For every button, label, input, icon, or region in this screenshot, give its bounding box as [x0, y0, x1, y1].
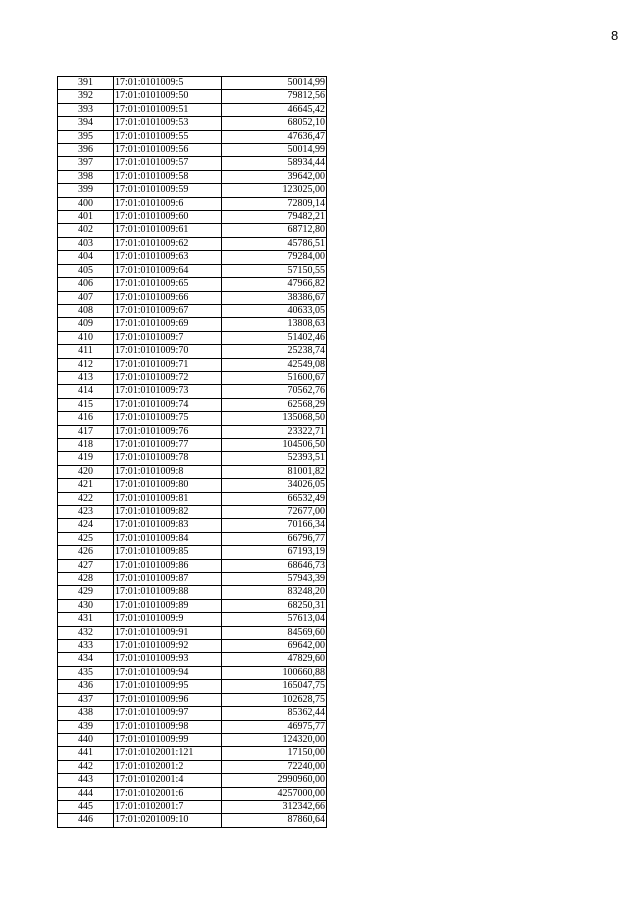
cadastral-number-cell: 17:01:0101009:65: [114, 278, 222, 291]
table-row: [58, 184, 327, 197]
cadastral-number-cell: 17:01:0101009:85: [114, 546, 222, 559]
table-row: [58, 117, 327, 130]
table-row: [58, 653, 327, 666]
cadastral-number-cell: 17:01:0101009:66: [114, 291, 222, 304]
table-row: [58, 800, 327, 813]
cadastral-number-cell: 17:01:0101009:63: [114, 251, 222, 264]
cadastral-number-cell: 17:01:0102001:2: [114, 760, 222, 773]
value-cell: 66532,49: [222, 492, 327, 505]
value-cell: 57943,39: [222, 573, 327, 586]
value-cell: 58934,44: [222, 157, 327, 170]
row-number-cell: 399: [58, 184, 114, 197]
row-number-cell: 427: [58, 559, 114, 572]
value-cell: 87860,64: [222, 814, 327, 827]
value-cell: 79284,00: [222, 251, 327, 264]
cadastral-number-cell: 17:01:0101009:51: [114, 103, 222, 116]
value-cell: 84569,60: [222, 626, 327, 639]
value-cell: 34026,05: [222, 479, 327, 492]
table-row: [58, 747, 327, 760]
cadastral-number-cell: 17:01:0101009:58: [114, 170, 222, 183]
value-cell: 124320,00: [222, 733, 327, 746]
cadastral-number-cell: 17:01:0101009:91: [114, 626, 222, 639]
row-number-cell: 444: [58, 787, 114, 800]
row-number-cell: 392: [58, 90, 114, 103]
cadastral-number-cell: 17:01:0101009:50: [114, 90, 222, 103]
table-row: [58, 264, 327, 277]
row-number-cell: 432: [58, 626, 114, 639]
table-row: [58, 331, 327, 344]
table-row: [58, 224, 327, 237]
value-cell: 38386,67: [222, 291, 327, 304]
table-row: [58, 640, 327, 653]
table-row: [58, 452, 327, 465]
cadastral-number-cell: 17:01:0101009:62: [114, 237, 222, 250]
row-number-cell: 414: [58, 385, 114, 398]
row-number-cell: 419: [58, 452, 114, 465]
cadastral-number-cell: 17:01:0102001:6: [114, 787, 222, 800]
value-cell: 81001,82: [222, 465, 327, 478]
cadastral-number-cell: 17:01:0101009:92: [114, 640, 222, 653]
table-row: [58, 720, 327, 733]
table-row: [58, 304, 327, 317]
cadastral-number-cell: 17:01:0101009:78: [114, 452, 222, 465]
value-cell: 79482,21: [222, 211, 327, 224]
table-row: [58, 599, 327, 612]
cadastral-number-cell: 17:01:0101009:82: [114, 506, 222, 519]
row-number-cell: 407: [58, 291, 114, 304]
cadastral-number-cell: 17:01:0101009:71: [114, 358, 222, 371]
value-cell: 23322,71: [222, 425, 327, 438]
table-row: [58, 103, 327, 116]
cadastral-number-cell: 17:01:0101009:97: [114, 707, 222, 720]
table-row: [58, 479, 327, 492]
table-row: [58, 573, 327, 586]
value-cell: 57150,55: [222, 264, 327, 277]
value-cell: 70562,76: [222, 385, 327, 398]
value-cell: 79812,56: [222, 90, 327, 103]
row-number-cell: 415: [58, 398, 114, 411]
row-number-cell: 441: [58, 747, 114, 760]
value-cell: 46975,77: [222, 720, 327, 733]
table-row: [58, 465, 327, 478]
cadastral-number-cell: 17:01:0101009:69: [114, 318, 222, 331]
table-row: [58, 211, 327, 224]
value-cell: 47829,60: [222, 653, 327, 666]
row-number-cell: 434: [58, 653, 114, 666]
row-number-cell: 400: [58, 197, 114, 210]
value-cell: 312342,66: [222, 800, 327, 813]
row-number-cell: 442: [58, 760, 114, 773]
row-number-cell: 408: [58, 304, 114, 317]
cadastral-number-cell: 17:01:0101009:99: [114, 733, 222, 746]
value-cell: 66796,77: [222, 532, 327, 545]
value-cell: 50014,99: [222, 144, 327, 157]
value-cell: 50014,99: [222, 77, 327, 90]
value-cell: 51402,46: [222, 331, 327, 344]
table-row: [58, 680, 327, 693]
table-row: [58, 412, 327, 425]
cadastral-number-cell: 17:01:0101009:59: [114, 184, 222, 197]
row-number-cell: 411: [58, 345, 114, 358]
row-number-cell: 435: [58, 666, 114, 679]
cadastral-number-cell: 17:01:0101009:9: [114, 613, 222, 626]
row-number-cell: 418: [58, 438, 114, 451]
value-cell: 42549,08: [222, 358, 327, 371]
value-cell: 100660,88: [222, 666, 327, 679]
table-row: [58, 425, 327, 438]
cadastral-number-cell: 17:01:0101009:93: [114, 653, 222, 666]
cadastral-number-cell: 17:01:0102001:121: [114, 747, 222, 760]
table-row: [58, 291, 327, 304]
value-cell: 57613,04: [222, 613, 327, 626]
value-cell: 51600,67: [222, 371, 327, 384]
cadastral-number-cell: 17:01:0101009:77: [114, 438, 222, 451]
value-cell: 67193,19: [222, 546, 327, 559]
value-cell: 62568,29: [222, 398, 327, 411]
row-number-cell: 402: [58, 224, 114, 237]
row-number-cell: 397: [58, 157, 114, 170]
table-row: [58, 492, 327, 505]
table-row: [58, 251, 327, 264]
table-row: [58, 385, 327, 398]
table-row: [58, 398, 327, 411]
row-number-cell: 425: [58, 532, 114, 545]
row-number-cell: 431: [58, 613, 114, 626]
row-number-cell: 395: [58, 130, 114, 143]
cadastral-number-cell: 17:01:0101009:88: [114, 586, 222, 599]
row-number-cell: 396: [58, 144, 114, 157]
row-number-cell: 413: [58, 371, 114, 384]
value-cell: 40633,05: [222, 304, 327, 317]
cadastral-number-cell: 17:01:0101009:56: [114, 144, 222, 157]
value-cell: 135068,50: [222, 412, 327, 425]
table-row: [58, 559, 327, 572]
cadastral-number-cell: 17:01:0101009:98: [114, 720, 222, 733]
table-row: [58, 157, 327, 170]
cadastral-number-cell: 17:01:0102001:7: [114, 800, 222, 813]
row-number-cell: 417: [58, 425, 114, 438]
row-number-cell: 430: [58, 599, 114, 612]
row-number-cell: 429: [58, 586, 114, 599]
table-row: [58, 707, 327, 720]
value-cell: 52393,51: [222, 452, 327, 465]
row-number-cell: 394: [58, 117, 114, 130]
row-number-cell: 424: [58, 519, 114, 532]
value-cell: 83248,20: [222, 586, 327, 599]
cadastral-number-cell: 17:01:0101009:6: [114, 197, 222, 210]
table-row: [58, 506, 327, 519]
table-row: [58, 733, 327, 746]
table-row: [58, 371, 327, 384]
row-number-cell: 438: [58, 707, 114, 720]
row-number-cell: 406: [58, 278, 114, 291]
row-number-cell: 393: [58, 103, 114, 116]
table-row: [58, 532, 327, 545]
cadastral-number-cell: 17:01:0101009:5: [114, 77, 222, 90]
cadastral-number-cell: 17:01:0101009:81: [114, 492, 222, 505]
row-number-cell: 443: [58, 774, 114, 787]
table-row: [58, 613, 327, 626]
row-number-cell: 391: [58, 77, 114, 90]
cadastral-number-cell: 17:01:0101009:73: [114, 385, 222, 398]
cadastral-number-cell: 17:01:0101009:8: [114, 465, 222, 478]
value-cell: 68250,31: [222, 599, 327, 612]
table-row: [58, 787, 327, 800]
row-number-cell: 433: [58, 640, 114, 653]
table-row: [58, 77, 327, 90]
value-cell: 17150,00: [222, 747, 327, 760]
cadastral-number-cell: 17:01:0102001:4: [114, 774, 222, 787]
cadastral-number-cell: 17:01:0101009:75: [114, 412, 222, 425]
cadastral-number-cell: 17:01:0101009:89: [114, 599, 222, 612]
row-number-cell: 423: [58, 506, 114, 519]
table-row: [58, 438, 327, 451]
row-number-cell: 403: [58, 237, 114, 250]
value-cell: 72677,00: [222, 506, 327, 519]
table-row: [58, 278, 327, 291]
row-number-cell: 420: [58, 465, 114, 478]
row-number-cell: 421: [58, 479, 114, 492]
table-row: [58, 519, 327, 532]
value-cell: 72809,14: [222, 197, 327, 210]
table-row: [58, 586, 327, 599]
cadastral-number-cell: 17:01:0101009:67: [114, 304, 222, 317]
row-number-cell: 409: [58, 318, 114, 331]
value-cell: 85362,44: [222, 707, 327, 720]
value-cell: 72240,00: [222, 760, 327, 773]
cadastral-number-cell: 17:01:0101009:80: [114, 479, 222, 492]
row-number-cell: 445: [58, 800, 114, 813]
cadastral-number-cell: 17:01:0101009:96: [114, 693, 222, 706]
table-row: [58, 774, 327, 787]
cadastral-number-cell: 17:01:0101009:57: [114, 157, 222, 170]
cadastral-number-cell: 17:01:0101009:60: [114, 211, 222, 224]
table-row: [58, 760, 327, 773]
value-cell: 68052,10: [222, 117, 327, 130]
row-number-cell: 405: [58, 264, 114, 277]
row-number-cell: 439: [58, 720, 114, 733]
table-row: [58, 90, 327, 103]
row-number-cell: 412: [58, 358, 114, 371]
table-row: [58, 237, 327, 250]
cadastral-number-cell: 17:01:0101009:94: [114, 666, 222, 679]
cadastral-number-cell: 17:01:0101009:84: [114, 532, 222, 545]
value-cell: 4257000,00: [222, 787, 327, 800]
table-row: [58, 666, 327, 679]
table-row: [58, 814, 327, 827]
table-row: [58, 345, 327, 358]
row-number-cell: 437: [58, 693, 114, 706]
value-cell: 25238,74: [222, 345, 327, 358]
value-cell: 68646,73: [222, 559, 327, 572]
cadastral-number-cell: 17:01:0101009:55: [114, 130, 222, 143]
value-cell: 2990960,00: [222, 774, 327, 787]
table-row: [58, 626, 327, 639]
row-number-cell: 446: [58, 814, 114, 827]
cadastral-number-cell: 17:01:0101009:87: [114, 573, 222, 586]
cadastral-number-cell: 17:01:0101009:95: [114, 680, 222, 693]
cadastral-number-cell: 17:01:0101009:61: [114, 224, 222, 237]
value-cell: 46645,42: [222, 103, 327, 116]
table-row: [58, 130, 327, 143]
table-row: [58, 546, 327, 559]
row-number-cell: 436: [58, 680, 114, 693]
cadastral-number-cell: 17:01:0101009:72: [114, 371, 222, 384]
value-cell: 47966,82: [222, 278, 327, 291]
row-number-cell: 404: [58, 251, 114, 264]
table-row: [58, 318, 327, 331]
table-row: [58, 170, 327, 183]
cadastral-number-cell: 17:01:0101009:53: [114, 117, 222, 130]
table-row: [58, 358, 327, 371]
value-cell: 69642,00: [222, 640, 327, 653]
value-cell: 70166,34: [222, 519, 327, 532]
table-row: [58, 693, 327, 706]
cadastral-number-cell: 17:01:0101009:74: [114, 398, 222, 411]
cadastral-number-cell: 17:01:0201009:10: [114, 814, 222, 827]
cadastral-number-cell: 17:01:0101009:86: [114, 559, 222, 572]
page-number: 8: [611, 28, 619, 43]
table-body: [58, 77, 327, 828]
value-cell: 68712,80: [222, 224, 327, 237]
row-number-cell: 426: [58, 546, 114, 559]
value-cell: 45786,51: [222, 237, 327, 250]
value-cell: 123025,00: [222, 184, 327, 197]
row-number-cell: 416: [58, 412, 114, 425]
row-number-cell: 422: [58, 492, 114, 505]
row-number-cell: 440: [58, 733, 114, 746]
row-number-cell: 410: [58, 331, 114, 344]
cadastral-value-table: [57, 76, 327, 828]
table-row: [58, 197, 327, 210]
row-number-cell: 398: [58, 170, 114, 183]
cadastral-number-cell: 17:01:0101009:70: [114, 345, 222, 358]
cadastral-number-cell: 17:01:0101009:76: [114, 425, 222, 438]
value-cell: 104506,50: [222, 438, 327, 451]
cadastral-number-cell: 17:01:0101009:83: [114, 519, 222, 532]
value-cell: 102628,75: [222, 693, 327, 706]
cadastral-number-cell: 17:01:0101009:7: [114, 331, 222, 344]
value-cell: 165047,75: [222, 680, 327, 693]
value-cell: 47636,47: [222, 130, 327, 143]
row-number-cell: 401: [58, 211, 114, 224]
cadastral-number-cell: 17:01:0101009:64: [114, 264, 222, 277]
row-number-cell: 428: [58, 573, 114, 586]
table-row: [58, 144, 327, 157]
value-cell: 13808,63: [222, 318, 327, 331]
value-cell: 39642,00: [222, 170, 327, 183]
